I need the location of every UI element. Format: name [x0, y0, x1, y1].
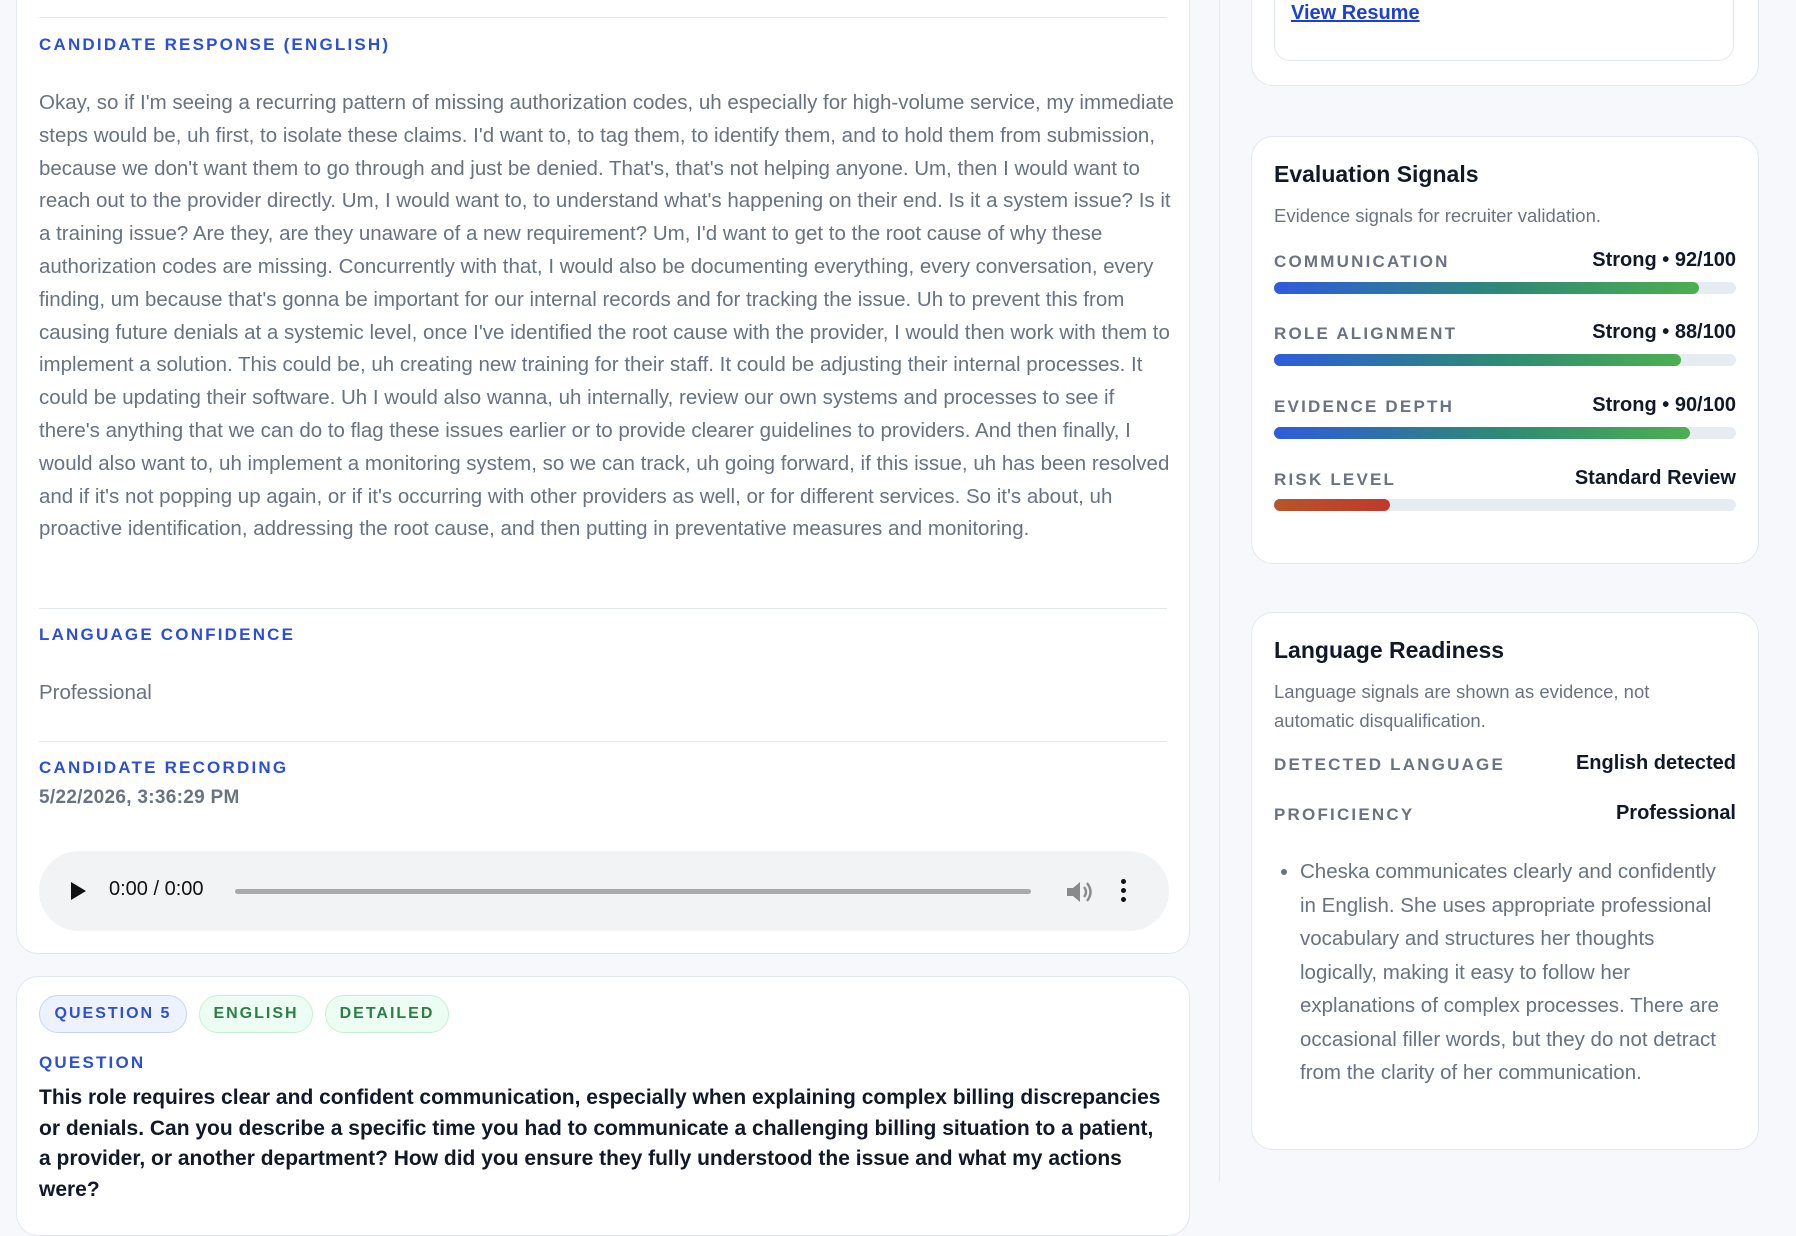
column-divider	[1219, 0, 1220, 1182]
metric-risk-level-fill	[1274, 499, 1390, 511]
metric-risk-level-value: Standard Review	[1574, 467, 1736, 489]
language-readiness-card	[1251, 612, 1759, 1150]
metric-communication-bar	[1274, 282, 1736, 294]
confidence-label: LANGUAGE CONFIDENCE	[39, 625, 296, 644]
metric-evidence-depth-fill	[1274, 427, 1690, 439]
proficiency-value: Professional	[1615, 802, 1736, 824]
separator	[39, 608, 1167, 609]
metric-risk-level-label: RISK LEVEL	[1274, 470, 1397, 489]
detail-pill: DETAILED	[325, 995, 449, 1033]
language-pill: ENGLISH	[199, 995, 313, 1033]
detected-language-label: DETECTED LANGUAGE	[1274, 755, 1506, 774]
audio-progress-track[interactable]	[235, 889, 1031, 894]
question-card	[16, 976, 1190, 1236]
response-label: CANDIDATE RESPONSE (ENGLISH)	[39, 35, 391, 54]
play-icon[interactable]	[71, 882, 86, 900]
separator	[39, 17, 1167, 18]
evaluation-description: Evidence signals for recruiter validation.	[1274, 205, 1601, 226]
metric-evidence-depth-value: Strong • 90/100	[1592, 394, 1736, 416]
more-options-icon[interactable]	[1119, 879, 1127, 905]
resume-card	[1251, 0, 1759, 86]
audio-player[interactable]	[39, 851, 1169, 931]
separator	[39, 741, 1167, 742]
metric-role-alignment-label: ROLE ALIGNMENT	[1274, 324, 1458, 343]
metric-evidence-depth-label: EVIDENCE DEPTH	[1274, 397, 1455, 416]
metric-role-alignment-bar	[1274, 354, 1736, 366]
evaluation-title: Evaluation Signals	[1274, 161, 1479, 187]
evaluation-signals-card	[1251, 136, 1759, 564]
metric-communication-fill	[1274, 282, 1699, 294]
volume-icon[interactable]	[1065, 879, 1095, 905]
question-label: QUESTION	[39, 1053, 146, 1072]
detected-language-value: English detected	[1575, 752, 1736, 774]
proficiency-label: PROFICIENCY	[1274, 805, 1415, 824]
recording-label: CANDIDATE RECORDING	[39, 758, 289, 777]
confidence-value: Professional	[39, 681, 152, 704]
metric-communication-label: COMMUNICATION	[1274, 252, 1450, 271]
resume-box	[1274, 0, 1734, 61]
metric-role-alignment-fill	[1274, 354, 1681, 366]
metric-communication-value: Strong • 92/100	[1592, 249, 1736, 271]
question-text: This role requires clear and confident communication, especially when explaining complex billing discrepancies or denials. Can you describe a specific time you had to communicate a challenging billing situation to a patient, a provider, or another department? How did you ensure they fully understood the issue and what my actions were?	[39, 1086, 1161, 1201]
language-note: • Cheska communicates clearly and confidently in English. She uses appropriate professional vocabulary and structures her thoughts logically, making it easy to follow her explanations of complex processes. There are occasional filler words, but they do not detract from the clarity of her communication.	[1300, 855, 1730, 1090]
metric-risk-level-bar	[1274, 499, 1736, 511]
recording-timestamp: 5/22/2026, 3:36:29 PM	[39, 787, 240, 808]
metric-evidence-depth-bar	[1274, 427, 1736, 439]
language-notes-list	[1300, 855, 1730, 1090]
response-card	[16, 0, 1190, 954]
audio-time: 0:00 / 0:00	[109, 878, 204, 900]
question-number-pill: QUESTION 5	[39, 995, 187, 1033]
metric-role-alignment-value: Strong • 88/100	[1592, 321, 1736, 343]
language-title: Language Readiness	[1274, 637, 1505, 663]
language-description: Language signals are shown as evidence, not automatic disqualification.	[1274, 681, 1650, 731]
view-resume-link[interactable]: View Resume	[1291, 2, 1420, 24]
candidate-response-text: Okay, so if I'm seeing a recurring pattern of missing authorization codes, uh especially for high-volume service, my immediate steps would be, uh first, to isolate these claims. I'd want to, to tag them, to identify them, and to hold them from submission, because we don't want them to go through and just be denied. That's, that's not helping anyone. Um, then I would want to reach out to the provider directly. Um, I would want to, to understand what's happening on their end. Is it a system issue? Is it a training issue? Are they, are they unaware of a new requirement? Um, I'd want to get to the root cause of why these authorization codes are missing. Concurrently with that, I would also be documenting everything, every conversation, every finding, um because that's gonna be important for our internal records and for tracking the issue. Uh to prevent this from causing future denials at a systemic level, once I've identified the root cause with the provider, I would then work with them to implement a solution. This could be, uh creating new training for their staff. It could be adjusting their internal processes. It could be updating their software. Uh I would also wanna, uh internally, review our own systems and processes to see if there's anything that we can do to flag these issues earlier or to provide clearer guidelines to providers. And then finally, I would also want to, uh implement a monitoring system, so we can track, uh going forward, if this issue, uh has been resolved and if it's not popping up again, or if it's occurring with other providers as well, or for different services. So it's about, uh proactive identification, addressing the root cause, and then putting in preventative measures and monitoring.	[39, 91, 1174, 541]
